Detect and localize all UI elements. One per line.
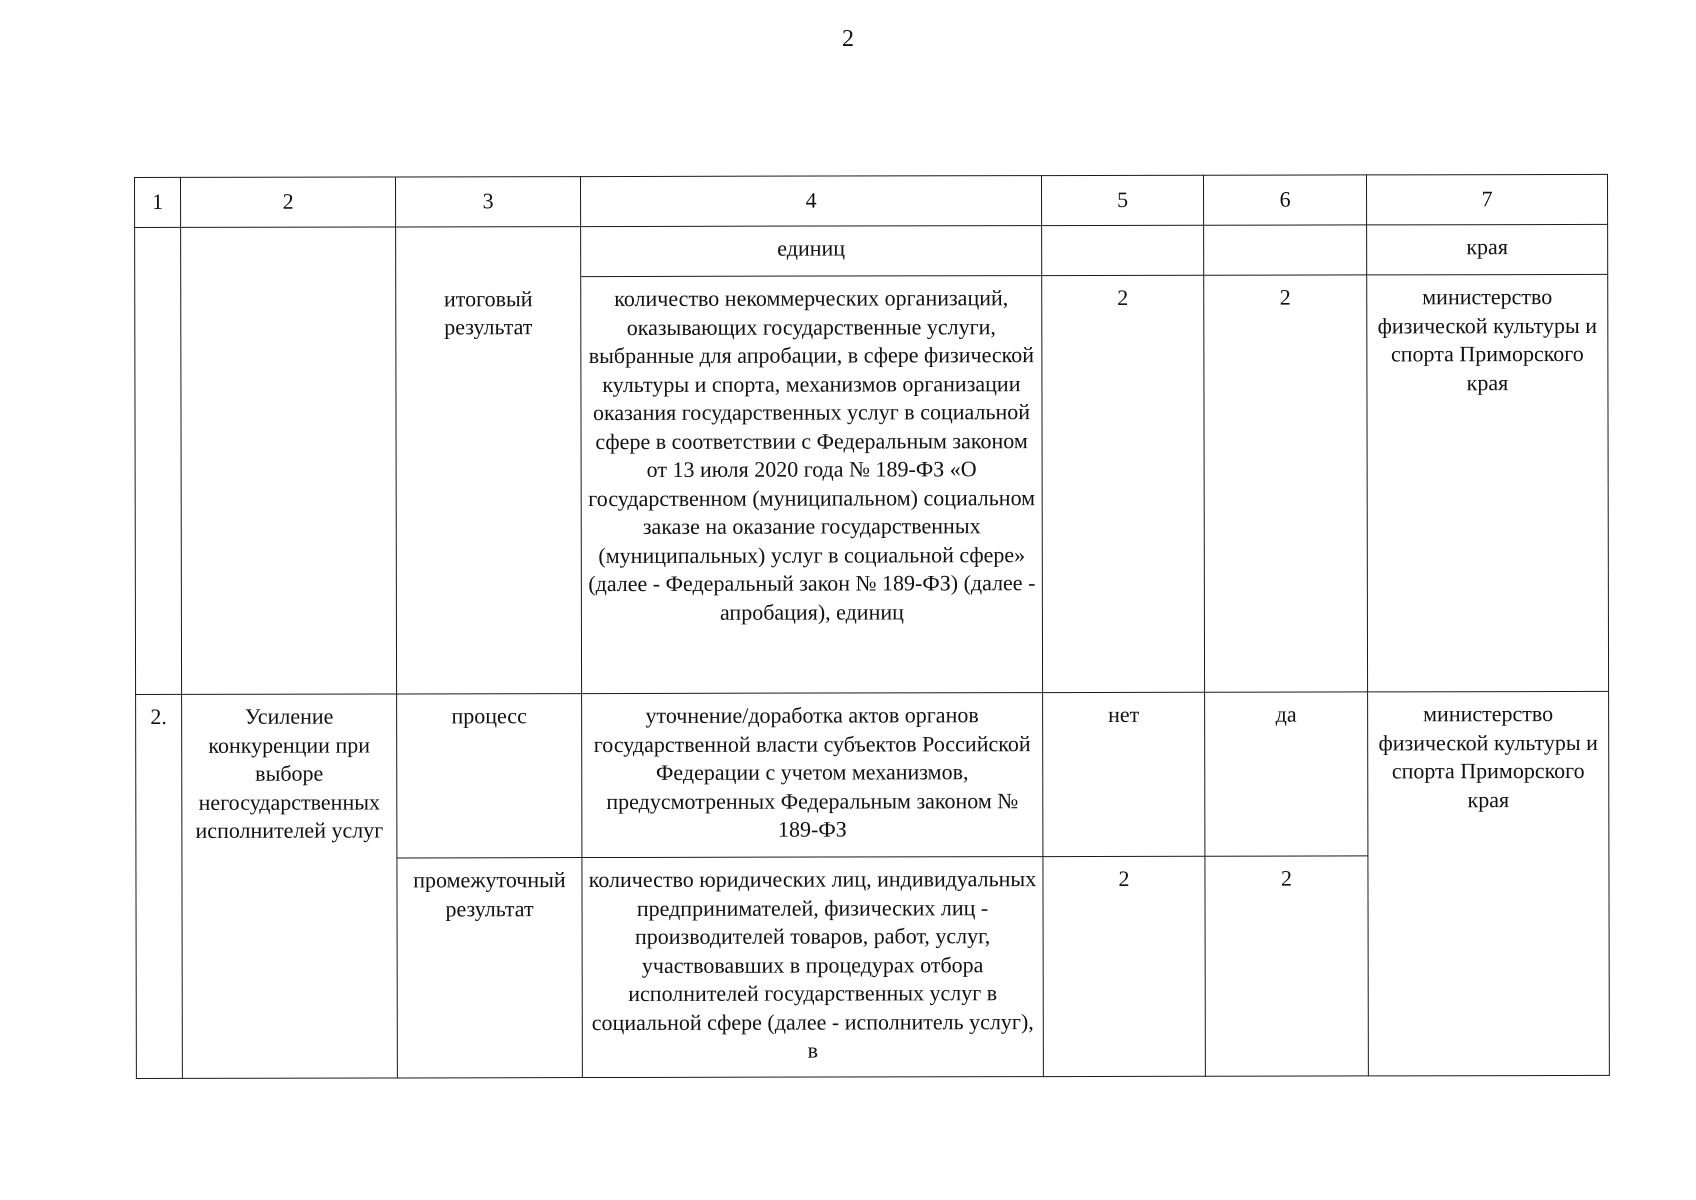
process-type-cell: процесс bbox=[397, 694, 582, 858]
cont-name-cell bbox=[181, 227, 397, 694]
interim-description-cell: количество юридических лиц, индивидуальных предпринимателей, физических лиц - производителей товаров, работ, услуг, участвовавших в процедурах отбора исполнителей государственных услуг в социальной сфере (далее - исполнитель услуг), в bbox=[582, 857, 1043, 1078]
row2-responsible-cell: министерство физической культуры и спорта Приморского края bbox=[1368, 691, 1610, 1076]
cont-value6-cell bbox=[1204, 225, 1367, 275]
cont-num-cell bbox=[135, 227, 182, 694]
row2-name-cell: Усиление конкуренции при выборе негосударственных исполнителей услуг bbox=[182, 694, 398, 1078]
header-cell-3: 3 bbox=[396, 177, 581, 227]
final-type-cell: итоговый результат bbox=[396, 277, 582, 694]
process-row bbox=[136, 691, 1609, 858]
page-number: 2 bbox=[842, 26, 854, 52]
row2-num-cell: 2. bbox=[136, 694, 183, 1078]
final-description-cell: количество некоммерческих организаций, оказывающих государственные услуги, выбранные для апробации, в сфере физической культуры и спорта, механизмов организации оказания государственных услуг в социальной сфере в соответствии с Федеральным законом от 13 июля 2020 года № 189-ФЗ «О государственном (муниципальном) социальном заказе на оказание государственных (муниципальных) услуг в социальной сфере» (далее - Федеральный закон № 189-ФЗ) (далее - апробация), единиц bbox=[581, 276, 1043, 694]
cont-value5-cell bbox=[1042, 225, 1204, 275]
final-value6-cell: 2 bbox=[1204, 275, 1368, 692]
document-table-frame bbox=[134, 174, 1609, 1078]
interim-value6-cell: 2 bbox=[1205, 856, 1368, 1076]
process-description-cell: уточнение/доработка актов органов государственной власти субъектов Российской Федерации с учетом механизмов, предусмотренных Федеральным законом № 189-ФЗ bbox=[582, 693, 1043, 858]
measures-table bbox=[134, 174, 1610, 1079]
header-cell-5: 5 bbox=[1041, 175, 1203, 225]
cont-description-cell: единиц bbox=[581, 226, 1042, 277]
final-value5-cell: 2 bbox=[1042, 275, 1205, 692]
cont-responsible-cell: края bbox=[1367, 224, 1608, 275]
header-cell-1: 1 bbox=[135, 177, 181, 227]
header-cell-6: 6 bbox=[1203, 175, 1366, 225]
header-cell-4: 4 bbox=[581, 176, 1042, 227]
final-responsible-cell: министерство физической культуры и спорта Приморского края bbox=[1367, 274, 1609, 692]
continuation-row bbox=[135, 224, 1608, 277]
header-row bbox=[135, 174, 1608, 227]
cont-type-cell bbox=[396, 227, 581, 277]
process-value5-cell: нет bbox=[1043, 692, 1205, 856]
interim-value5-cell: 2 bbox=[1043, 856, 1205, 1076]
header-cell-7: 7 bbox=[1366, 174, 1607, 225]
interim-type-cell: промежуточный результат bbox=[397, 858, 582, 1078]
header-cell-2: 2 bbox=[181, 177, 396, 227]
process-value6-cell: да bbox=[1205, 692, 1368, 856]
